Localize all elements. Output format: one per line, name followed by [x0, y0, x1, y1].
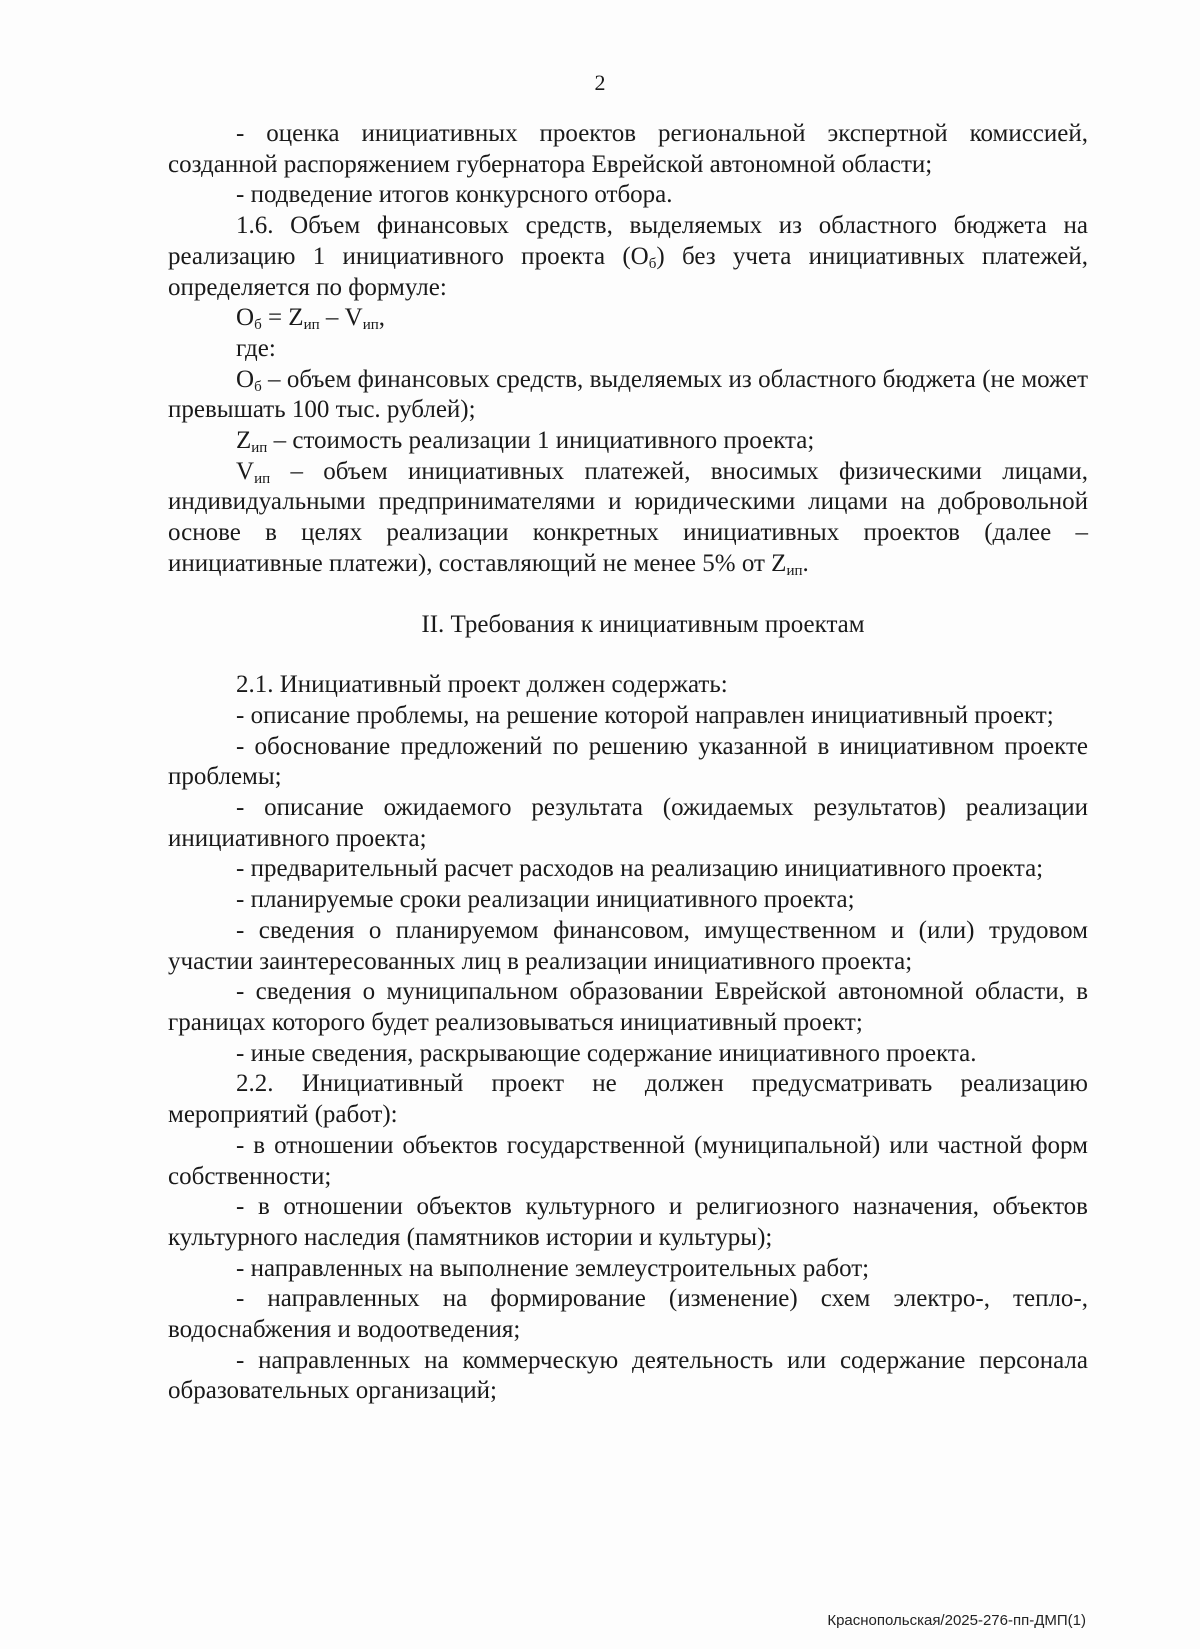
- list-item: - направленных на выполнение землеустроительных работ;: [236, 1254, 870, 1282]
- section-heading: II. Требования к инициативным проектам: [421, 610, 865, 638]
- page-number: 2: [594, 70, 606, 95]
- list-item: - сведения о планируемом финансовом, имущественном и (или) трудовом участии заинтересованных лиц в реализации инициативного проекта;: [168, 916, 1088, 975]
- definition-v: $V_{ип}$ – объем инициативных платежей, вносимых физическими лицами, индивидуальными предпринимателями и юридическими лицами на добровольной основе в целях реализации конкретных инициативных проектов (далее – инициативные платежи), составляющий не менее 5% от $Z_{ип}$.: [168, 457, 1088, 579]
- paragraph-1-6: 1.6. Объем финансовых средств, выделяемых из областного бюджета на реализацию 1 инициативного проекта $(О_б)$ без учета инициативных платежей, определяется по формуле:: [168, 212, 1088, 301]
- paragraph-evaluation: - оценка инициативных проектов региональной экспертной комиссией, созданной распоряжением губернатора Еврейской автономной области;: [168, 120, 1088, 178]
- paragraph-summary: - подведение итогов конкурсного отбора.: [236, 181, 673, 209]
- list-item: - направленных на формирование (изменение) схем электро-, тепло-, водоснабжения и водоотведения;: [168, 1285, 1088, 1344]
- list-item: - обоснование предложений по решению указанной в инициативном проекте проблемы;: [168, 732, 1088, 791]
- definition-z: $Z_{ип}$ – стоимость реализации 1 инициативного проекта;: [236, 427, 815, 457]
- list-item: - в отношении объектов государственной (муниципальной) или частной форм собственности;: [168, 1131, 1088, 1190]
- where-label: где:: [236, 334, 276, 362]
- paragraph-2-1: 2.1. Инициативный проект должен содержать:: [236, 671, 728, 699]
- list-item: - планируемые сроки реализации инициативного проекта;: [236, 886, 855, 914]
- list-item: - иные сведения, раскрывающие содержание инициативного проекта.: [236, 1039, 977, 1067]
- document-body: [168, 119, 1088, 1407]
- list-item: - описание проблемы, на решение которой направлен инициативный проект;: [236, 701, 1054, 729]
- definition-o: $О_б$ – объем финансовых средств, выделяемых из областного бюджета (не может превышать 100 тыс. рублей);: [168, 365, 1088, 424]
- list-item: - предварительный расчет расходов на реализацию инициативного проекта;: [236, 855, 1044, 883]
- list-item: - в отношении объектов культурного и религиозного назначения, объектов культурного наследия (памятников истории и культуры);: [168, 1193, 1088, 1251]
- formula: $О_б = Z_{ип} - V_{ип}$,: [236, 304, 386, 334]
- paragraph-2-2: 2.2. Инициативный проект не должен предусматривать реализацию мероприятий (работ):: [168, 1070, 1088, 1129]
- list-item: - сведения о муниципальном образовании Еврейской автономной области, в границах которого будет реализовываться инициативный проект;: [168, 978, 1088, 1036]
- list-item: - описание ожидаемого результата (ожидаемых результатов) реализации инициативного проекта;: [168, 794, 1088, 852]
- list-item: - направленных на коммерческую деятельность или содержание персонала образовательных организаций;: [168, 1346, 1088, 1405]
- document-footer-id: Краснопольская/2025-276-пп-ДМП(1): [827, 1612, 1086, 1629]
